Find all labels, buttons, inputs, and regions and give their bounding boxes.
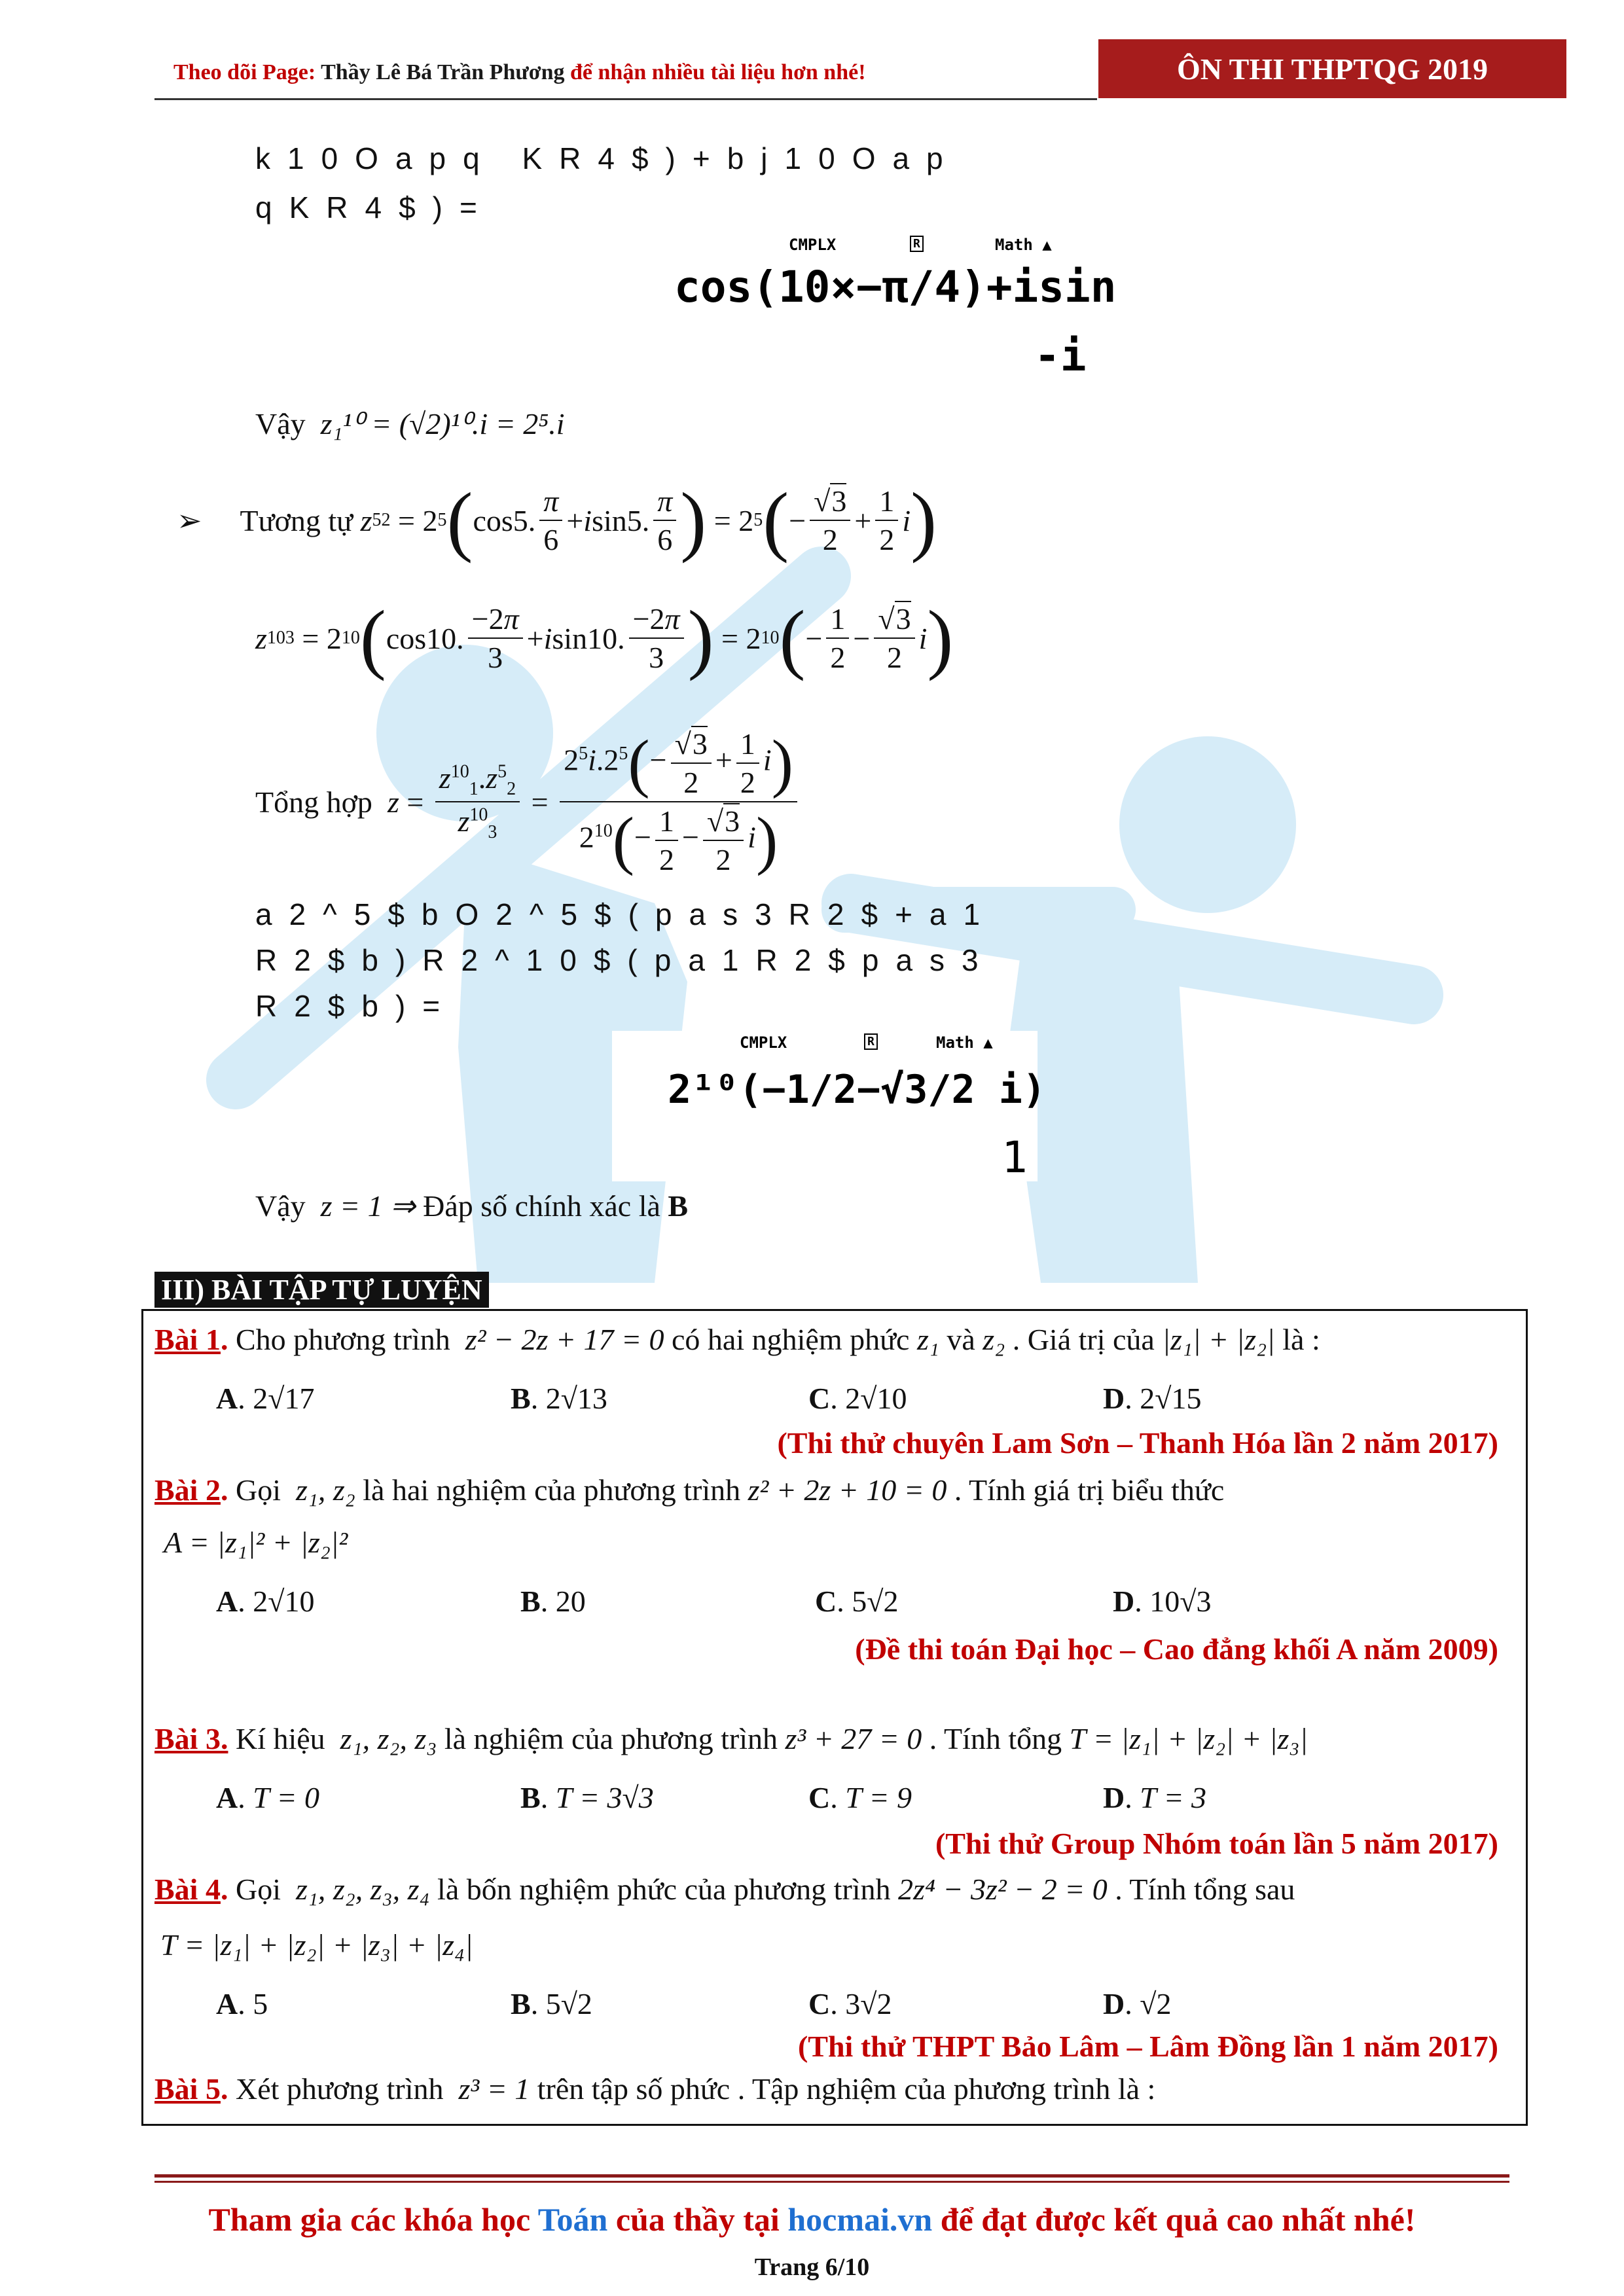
header-teacher: Thầy Lê Bá Trần Phương bbox=[321, 60, 565, 84]
exercise-option: C. 5√2 bbox=[815, 1585, 899, 1618]
screen-result: 1 bbox=[1001, 1132, 1028, 1183]
exercise-1-question: Bài 1. Cho phương trình z² − 2z + 17 = 0 có hai nghiệm phức z₁ và z₂ . Giá trị của |z₁| + |z₂| là : bbox=[154, 1323, 1320, 1356]
exercise-source: (Thi thử THPT Bảo Lâm – Lâm Đồng lần 1 năm 2017) bbox=[797, 2030, 1498, 2063]
exercise-option: C. 2√10 bbox=[808, 1382, 907, 1415]
step-label: Tổng hợp bbox=[255, 785, 372, 819]
exercise-source: (Thi thử chuyên Lam Sơn – Thanh Hóa lần 2 năm 2017) bbox=[777, 1426, 1498, 1460]
exercise-source: (Thi thử Group Nhóm toán lần 5 năm 2017) bbox=[935, 1827, 1498, 1860]
status-math: Math ▲ bbox=[995, 236, 1052, 254]
step-label: Tương tự bbox=[240, 503, 353, 537]
conclusion-math: z = 1 ⇒ bbox=[320, 1189, 416, 1223]
exercise-option: B. 2√13 bbox=[511, 1382, 607, 1415]
footer-cta: Tham gia các khóa học Toán của thầy tại hocmai.vn để đạt được kết quả cao nhất nhé! bbox=[208, 2201, 1416, 2238]
exercise-option: B. 20 bbox=[520, 1585, 586, 1618]
status-r: R bbox=[864, 1033, 878, 1050]
result-z3: z 10 3 = 2 10 ( cos10. $\frac{-2\pi}{3}$ + i sin10. $\frac{-2\pi}{3}$ ) = 2 10 ( − $\frac{1}{2}$ − $\frac{√3}{2}$ i ) bbox=[255, 594, 954, 681]
footer-rule bbox=[154, 2181, 1509, 2183]
header-rule bbox=[154, 98, 1097, 100]
footer-rule bbox=[154, 2174, 1509, 2178]
exercise-option: D. 2√15 bbox=[1103, 1382, 1202, 1415]
result-z2: ➢ Tương tự z 5 2 = 2 5 ( cos5. $\frac{\pi}{6}$ + i sin5. $\frac{\pi}{6}$ ) = 2 5 ( − $\frac{√3}{2}$ + $\frac{1}{2}$ i ) bbox=[177, 476, 937, 564]
exercise-3-question: Bài 3. Kí hiệu z₁, z₂, z₃ là nghiệm của phương trình z³ + 27 = 0 . Tính tổng T = |z₁| + |z₂| + |z₃| bbox=[154, 1722, 1308, 1755]
footer-link[interactable]: hocmai.vn bbox=[787, 2201, 933, 2238]
calc-keys-line: qKR4$)= bbox=[255, 190, 494, 224]
exercise-option: A. 5 bbox=[216, 1987, 268, 2020]
status-math: Math ▲ bbox=[936, 1033, 993, 1052]
exercise-5-question: Bài 5. Xét phương trình z³ = 1 trên tập số phức . Tập nghiệm của phương trình là : bbox=[154, 2072, 1156, 2106]
conclusion-text: Đáp số chính xác là bbox=[423, 1189, 660, 1223]
screen-result: -i bbox=[1034, 331, 1087, 381]
screen-expression: cos(10×−π/4)+isin bbox=[674, 262, 1117, 312]
exercise-option: A. T = 0 bbox=[216, 1781, 320, 1814]
header-page-note bbox=[173, 60, 866, 85]
exercise-option: B. T = 3√3 bbox=[520, 1781, 654, 1814]
calculator-screen bbox=[674, 232, 1117, 383]
exercise-option: B. 5√2 bbox=[511, 1987, 592, 2020]
step-label: Vậy bbox=[255, 407, 306, 440]
exercise-2-expression: A = |z₁|² + |z₂|² bbox=[164, 1526, 348, 1559]
exercise-label: Bài 1 bbox=[154, 1323, 221, 1356]
calc-keys-line: R2$b)= bbox=[255, 989, 458, 1023]
header-suffix: để nhận nhiều tài liệu hơn nhé! bbox=[564, 60, 866, 84]
screen-expression: 2¹⁰(−1/2−√3/2 i) bbox=[668, 1067, 1046, 1113]
calc-keys-line: R2$b)R2^10$(pa1R2$pas3 bbox=[255, 943, 996, 977]
exercise-4-question: Bài 4. Gọi z₁, z₂, z₃, z₄ là bốn nghiệm phức của phương trình 2z⁴ − 3z² − 2 = 0 . Tính tổng sau bbox=[154, 1873, 1295, 1906]
conclusion-answer: B bbox=[668, 1189, 689, 1223]
header-title-box: ÔN THI THPTQG 2019 bbox=[1098, 39, 1566, 98]
status-cmplx: CMPLX bbox=[740, 1033, 787, 1052]
status-cmplx: CMPLX bbox=[789, 236, 837, 254]
exercise-option: C. 3√2 bbox=[808, 1987, 892, 2020]
calc-keys-line: k10Oapq KR4$)+bj10Oap bbox=[255, 141, 960, 175]
calculator-screen bbox=[612, 1031, 1046, 1183]
bullet-arrow-icon: ➢ bbox=[177, 504, 202, 537]
exercise-option: A. 2√10 bbox=[216, 1585, 315, 1618]
section-title: III) BÀI TẬP TỰ LUYỆN bbox=[154, 1272, 489, 1308]
math-expression: z₁¹⁰ = (√2)¹⁰.i = 2⁵.i bbox=[320, 407, 565, 440]
exercise-option: A. 2√17 bbox=[216, 1382, 315, 1415]
exercise-option: C. T = 9 bbox=[808, 1781, 912, 1814]
exercise-option: D. √2 bbox=[1103, 1987, 1172, 2020]
exercise-2-question: Bài 2. Gọi z₁, z₂ là hai nghiệm của phương trình z² + 2z + 10 = 0 . Tính giá trị biểu thức bbox=[154, 1473, 1225, 1507]
exercise-source: (Đề thi toán Đại học – Cao đẳng khối A năm 2009) bbox=[855, 1632, 1498, 1666]
exercise-option: D. T = 3 bbox=[1103, 1781, 1207, 1814]
calc-keys-line: a2^5$bO2^5$(pas3R2$+a1 bbox=[255, 897, 998, 931]
result-total: Tổng hợp z = $\frac{z^{10}_1.z^5_2}{z^{10}_3}$ = $2^5i.2^5(-$ $\frac{√3}{2}$ + $\frac{1}{2}$ i) $2^{10}(-$ $\frac{1}{2}$ − $\frac{√3}{2}$ i) bbox=[255, 704, 801, 900]
result-z1 bbox=[255, 406, 565, 441]
exercise-option: D. 10√3 bbox=[1113, 1585, 1212, 1618]
conclusion bbox=[255, 1188, 688, 1223]
conclusion-prefix: Vậy bbox=[255, 1189, 306, 1223]
page-number: Trang 6/10 bbox=[754, 2253, 870, 2281]
header-prefix: Theo dõi Page: bbox=[173, 60, 321, 84]
status-r: R bbox=[910, 236, 924, 252]
exercise-4-expression: T = |z₁| + |z₂| + |z₃| + |z₄| bbox=[160, 1928, 473, 1962]
